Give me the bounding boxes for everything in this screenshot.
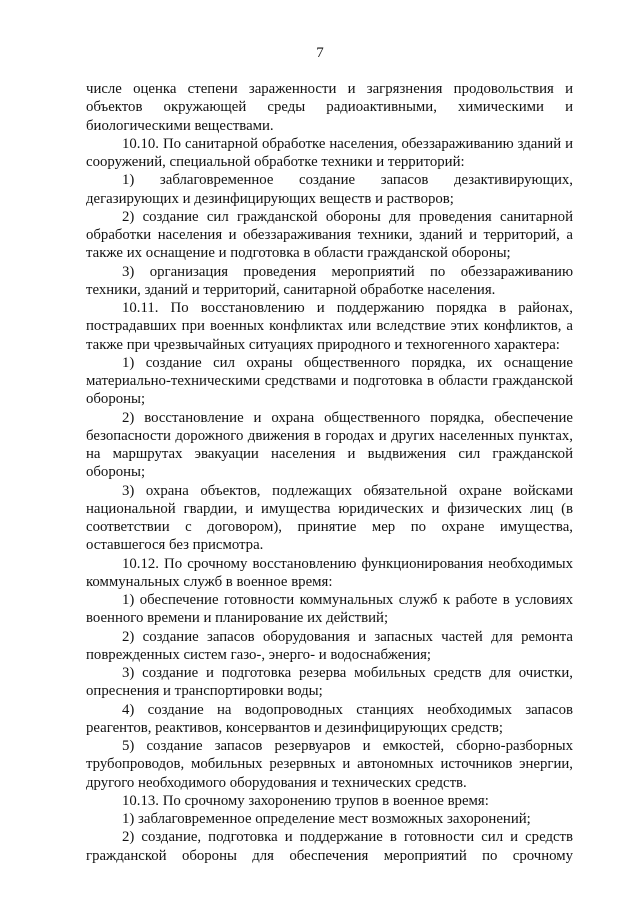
section-10-13-item-1: 1) заблаговременное определение мест возможных захоронений; (122, 811, 531, 827)
section-10-12-item-1: 1) обеспечение готовности коммунальных служб к работе в условиях военного времени и планирование их действий; (86, 592, 573, 627)
section-10-11-item-3: 3) охрана объектов, подлежащих обязательной охране войсками национальной гвардии, и имущества юридических и физических лиц (в соответствии с договором), принятие мер по охране имущества, оставшегося без присмотра. (86, 482, 573, 554)
paragraph-1: числе оценка степени зараженности и загрязнения продовольствия и объектов окружающей среды радиоактивными, химическими и биологическими веществами. (86, 81, 573, 134)
section-10-12-item-5: 5) создание запасов резервуаров и емкостей, сборно-разборных трубопроводов, мобильных резервных и автономных источников энергии, другого необходимого оборудования и технических средств. (86, 738, 573, 791)
section-10-12-item-4: 4) создание на водопроводных станциях необходимых запасов реагентов, реактивов, консервантов и дезинфицирующих средств; (86, 701, 573, 736)
section-10-13-heading: 10.13. По срочному захоронению трупов в военное время: (122, 792, 489, 809)
section-10-12-item-2: 2) создание запасов оборудования и запасных частей для ремонта поврежденных систем газо-, энерго- и водоснабжения; (86, 628, 573, 663)
page-number: 7 (316, 45, 324, 61)
document-body (86, 80, 573, 865)
section-10-10-heading: 10.10. По санитарной обработке населения, обеззараживанию зданий и сооружений, специальной обработке техники и территорий: (86, 135, 573, 170)
section-10-11-item-1: 1) создание сил охраны общественного порядка, их оснащение материально-техническими средствами и подготовка в области гражданской обороны; (86, 354, 573, 408)
section-10-10-item-1: 1) заблаговременное создание запасов дезактивирующих, дегазирующих и дезинфицирующих веществ и растворов; (86, 172, 573, 207)
section-10-13-item-2: 2) создание, подготовка и поддержание в готовности сил и средств гражданской обороны для обеспечения мероприятий по срочному (86, 829, 573, 864)
section-10-11-item-2: 2) восстановление и охрана общественного порядка, обеспечение безопасности дорожного движения в городах и других населенных пунктах, на маршрутах эвакуации населения и выдвижения сил гражданской обороны; (86, 409, 573, 481)
section-10-11-heading: 10.11. По восстановлению и поддержанию порядка в районах, пострадавших при военных конфликтах или вследствие этих конфликтов, а также при чрезвычайных ситуациях природного и техногенного характера: (86, 300, 573, 353)
section-10-10-item-3: 3) организация проведения мероприятий по обеззараживанию техники, зданий и территорий, санитарной обработке населения. (86, 263, 573, 298)
section-10-10-item-2: 2) создание сил гражданской обороны для проведения санитарной обработки населения и обеззараживания техники, зданий и территорий, а также их оснащение и подготовка в области гражданской обороны; (86, 208, 573, 262)
section-10-12-heading: 10.12. По срочному восстановлению функционирования необходимых коммунальных служб в военное время: (86, 555, 573, 590)
section-10-12-item-3: 3) создание и подготовка резерва мобильных средств для очистки, опреснения и транспортировки воды; (86, 665, 573, 700)
